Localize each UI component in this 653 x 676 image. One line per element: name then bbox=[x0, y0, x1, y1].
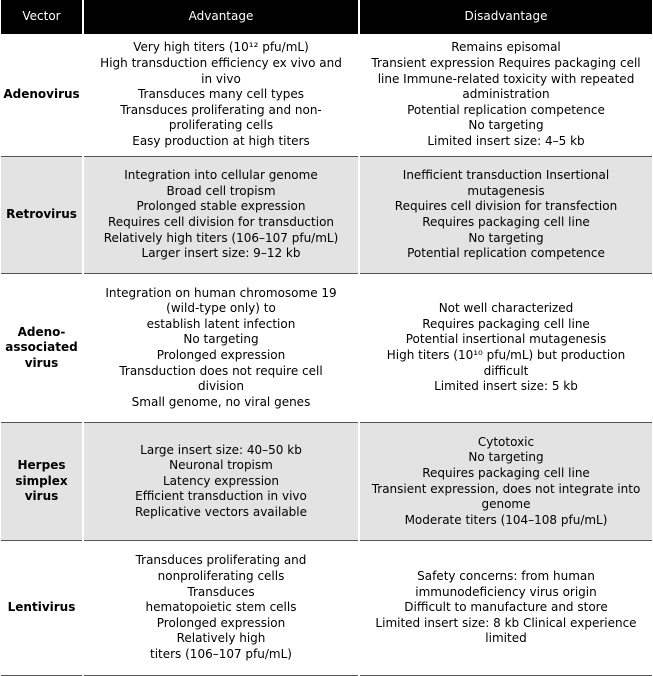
advantage-line: nonproliferating cells bbox=[157, 569, 285, 584]
advantage-line: proliferating cells bbox=[168, 118, 274, 133]
disadvantage-line: Potential replication competence bbox=[407, 102, 605, 117]
disadvantage-line: Requires packaging cell line bbox=[422, 465, 590, 480]
advantage-cell bbox=[83, 274, 359, 423]
advantage-line: Transduction does not require cell bbox=[119, 363, 323, 378]
advantage-line: Requires cell division for transduction bbox=[107, 215, 335, 229]
row-herpes-simplex-virus bbox=[1, 423, 652, 541]
disadvantage-line: administration bbox=[462, 87, 550, 102]
header-advantage: Advantage bbox=[83, 0, 359, 34]
disadvantage-line: Limited insert size: 4–5 kb bbox=[427, 133, 585, 148]
advantage-line: Relatively high titers (106–107 pfu/mL) bbox=[103, 230, 339, 245]
disadvantage-line: line Immune-related toxicity with repeated bbox=[377, 71, 635, 86]
vector-comparison-table bbox=[1, 0, 652, 676]
disadvantage-line: genome bbox=[481, 497, 531, 512]
vector-cell bbox=[1, 274, 83, 423]
advantage-line: Transduces proliferating and bbox=[135, 553, 307, 568]
row-retrovirus bbox=[1, 157, 652, 274]
disadvantage-line: limited bbox=[485, 631, 527, 646]
advantage-line: Prolonged expression bbox=[156, 348, 286, 362]
advantage-line: Easy production at high titers bbox=[132, 133, 310, 148]
vector-name: Lentivirus bbox=[7, 600, 76, 615]
advantage-line: Prolonged stable expression bbox=[136, 199, 306, 214]
header-vector: Vector bbox=[1, 0, 83, 34]
disadvantage-cell bbox=[359, 274, 652, 423]
disadvantage-line: Requires packaging cell line bbox=[422, 215, 590, 229]
advantage-line: Neuronal tropism bbox=[169, 458, 273, 473]
header-disadvantage: Disadvantage bbox=[359, 0, 652, 34]
vector-cell bbox=[1, 541, 83, 676]
row-adeno-associated-virus bbox=[1, 274, 652, 423]
vector-name: virus bbox=[24, 489, 59, 504]
disadvantage-line: Transient expression, does not integrate into bbox=[371, 481, 641, 496]
disadvantage-line: Remains episomal bbox=[451, 40, 561, 55]
vector-name: associated bbox=[5, 340, 78, 355]
advantage-line: Transduces proliferating and non- bbox=[120, 102, 322, 117]
advantage-line: Prolonged expression bbox=[156, 615, 286, 630]
disadvantage-line: High titers (10¹⁰ pfu/mL) but production bbox=[386, 348, 626, 362]
disadvantage-cell bbox=[359, 541, 652, 676]
vector-name: Herpes bbox=[17, 458, 66, 473]
vector-name: Adeno- bbox=[17, 324, 66, 339]
vector-cell bbox=[1, 157, 83, 274]
advantage-line: division bbox=[198, 379, 244, 394]
disadvantage-line: Potential replication competence bbox=[407, 246, 605, 261]
disadvantage-line: Inefficient transduction Insertional bbox=[402, 168, 610, 183]
advantage-line: Larger insert size: 9–12 kb bbox=[141, 246, 301, 261]
vector-cell bbox=[1, 34, 83, 157]
vector-name: Retrovirus bbox=[6, 207, 77, 222]
vector-name: virus bbox=[24, 355, 59, 370]
advantage-line: hematopoietic stem cells bbox=[145, 600, 297, 615]
disadvantage-line: Transient expression Requires packaging cell bbox=[371, 56, 641, 71]
disadvantage-cell bbox=[359, 157, 652, 274]
disadvantage-line: Requires cell division for transfection bbox=[394, 199, 618, 214]
row-adenovirus bbox=[1, 34, 652, 157]
advantage-line: in vivo bbox=[201, 71, 241, 86]
row-lentivirus bbox=[1, 541, 652, 676]
advantage-line: Small genome, no viral genes bbox=[131, 394, 311, 409]
advantage-line: Large insert size: 40–50 kb bbox=[140, 442, 302, 457]
advantage-line: Replicative vectors available bbox=[134, 504, 308, 519]
disadvantage-line: Difficult to manufacture and store bbox=[404, 600, 608, 615]
disadvantage-line: Safety concerns: from human bbox=[417, 569, 595, 584]
advantage-line: Relatively high bbox=[176, 631, 266, 646]
disadvantage-cell bbox=[359, 34, 652, 157]
disadvantage-line: Potential insertional mutagenesis bbox=[405, 332, 607, 347]
disadvantage-cell bbox=[359, 423, 652, 541]
advantage-line: titers (106–107 pfu/mL) bbox=[150, 646, 292, 661]
disadvantage-line: mutagenesis bbox=[467, 183, 545, 198]
advantage-line: Very high titers (10¹² pfu/mL) bbox=[133, 40, 309, 55]
header-row bbox=[1, 0, 652, 34]
disadvantage-line: Cytotoxic bbox=[477, 434, 535, 449]
advantage-cell bbox=[83, 34, 359, 157]
advantage-line: No targeting bbox=[183, 332, 259, 347]
disadvantage-line: immunodeficiency virus origin bbox=[415, 584, 597, 599]
advantage-line: High transduction efficiency ex vivo and bbox=[100, 56, 342, 71]
advantage-line: Latency expression bbox=[163, 473, 279, 488]
disadvantage-line: No targeting bbox=[468, 450, 544, 465]
advantage-cell bbox=[83, 423, 359, 541]
disadvantage-line: difficult bbox=[483, 363, 529, 378]
advantage-cell bbox=[83, 541, 359, 676]
disadvantage-line: Not well characterized bbox=[438, 301, 574, 316]
vector-name: simplex bbox=[15, 473, 68, 488]
disadvantage-line: Requires packaging cell line bbox=[422, 316, 590, 331]
advantage-line: (wild-type only) to bbox=[166, 301, 276, 316]
advantage-line: Efficient transduction in vivo bbox=[135, 489, 307, 504]
disadvantage-line: Limited insert size: 8 kb Clinical experience bbox=[375, 615, 637, 630]
disadvantage-line: No targeting bbox=[468, 230, 544, 245]
advantage-line: Broad cell tropism bbox=[166, 183, 276, 198]
disadvantage-line: Limited insert size: 5 kb bbox=[434, 379, 578, 394]
disadvantage-line: No targeting bbox=[468, 118, 544, 133]
vector-cell bbox=[1, 423, 83, 541]
disadvantage-line: Moderate titers (104–108 pfu/mL) bbox=[404, 512, 608, 527]
vector-name: Adenovirus bbox=[3, 87, 80, 102]
advantage-cell bbox=[83, 157, 359, 274]
advantage-line: Integration into cellular genome bbox=[124, 168, 318, 183]
advantage-line: Transduces bbox=[187, 584, 255, 599]
advantage-line: Transduces many cell types bbox=[137, 87, 305, 102]
advantage-line: Integration on human chromosome 19 bbox=[105, 285, 337, 300]
advantage-line: establish latent infection bbox=[146, 316, 296, 331]
